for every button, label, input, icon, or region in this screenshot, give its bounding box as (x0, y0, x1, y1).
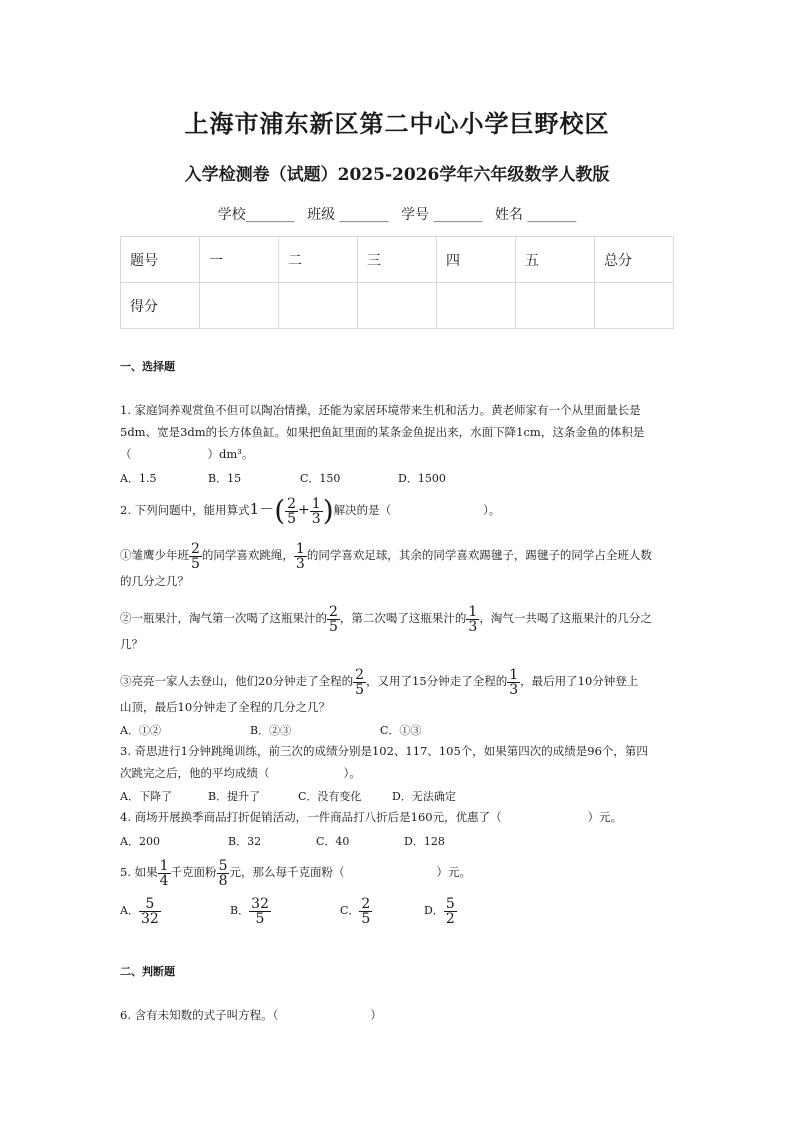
student-number-field[interactable]: 学号 _______ (401, 207, 483, 223)
q2-plus: + (298, 502, 310, 518)
fraction: $\frac{2}{5}$ (355, 666, 365, 698)
q4-option-b[interactable]: B．32 (228, 835, 262, 848)
q3-line: 3. 奇思进行1分钟跳绳训练，前三次的成绩分别是102、117、105个，如果第四次的成绩是96个，第四 (120, 744, 648, 758)
class-field[interactable]: 班级 _______ (307, 207, 389, 223)
fraction: $\frac{5}{2}$ (445, 895, 455, 927)
score-input-cell[interactable] (358, 283, 437, 329)
q2-prefix: 2. 下列问题中，能用算式 (120, 503, 250, 517)
fraction: $\frac{1}{3}$ (295, 540, 305, 572)
score-table-score-row (121, 283, 674, 329)
score-cell: 二 (279, 237, 358, 283)
fraction: $\frac{1}{3}$ (468, 603, 478, 635)
q1-option-b[interactable]: B．15 (208, 472, 242, 485)
q4-line: 4. 商场开展换季商品打折促销活动，一件商品打八折后是160元，优惠了（ ）元。 (120, 810, 623, 824)
q2-option-a[interactable]: A．①② (120, 724, 161, 737)
score-cell: 五 (516, 237, 595, 283)
q3-line: 次跳完之后，他的平均成绩（ ）。 (120, 766, 361, 780)
q2-item-3: ③亮亮一家人去登山，他们20分钟走了全程的 $\frac{2}{5}$ ，又用了15分钟走了全程的 $\frac{1}{3}$ ，最后用了10分钟登上 (120, 666, 639, 698)
q2-item-3-cont: 山顶，最后10分钟走了全程的几分之几？ (120, 700, 331, 714)
score-cell: 题号 (121, 237, 200, 283)
q1-paren-close: ）dm³。 (207, 447, 254, 461)
fraction: $\frac{2}{5}$ (361, 895, 371, 927)
q2-suffix: 解决的是（ (333, 503, 392, 517)
q4-option-c[interactable]: C．40 (316, 835, 350, 848)
section-heading-judgement: 二、判断题 (120, 965, 175, 978)
q1-option-d[interactable]: D．1500 (398, 472, 446, 485)
school-field[interactable]: 学校_______ (217, 207, 295, 223)
fraction: $\frac{1}{4}$ (159, 857, 169, 889)
score-input-cell[interactable] (437, 283, 516, 329)
q1-paren-open: （ (120, 447, 132, 461)
score-input-cell[interactable] (200, 283, 279, 329)
score-cell: 三 (358, 237, 437, 283)
fraction: $\frac{1}{3}$ (509, 666, 519, 698)
q1-option-c[interactable]: C．150 (300, 472, 341, 485)
exam-title: 上海市浦东新区第二中心小学巨野校区 (184, 109, 610, 138)
score-input-cell[interactable] (595, 283, 674, 329)
q2-item-2: ②一瓶果汁，淘气第一次喝了这瓶果汁的 $\frac{2}{5}$ ，第二次喝了这瓶果汁的 $\frac{1}{3}$ ，淘气一共喝了这瓶果汁的几分之 (120, 603, 652, 635)
q3-option-a[interactable]: A．下降了 (120, 790, 172, 803)
q1-line: 5dm、宽是3dm的长方体鱼缸。如果把鱼缸里面的某条金鱼捉出来，水面下降1cm，这条金鱼的体积是 (120, 425, 645, 439)
fraction: $\frac{5}{32}$ (140, 895, 159, 927)
q5-option-d[interactable]: D． $\frac{5}{2}$ (424, 895, 455, 927)
q2-expr-lead: 1－ (249, 500, 275, 518)
q5-stem: 5. 如果 $\frac{1}{4}$ 千克面粉 $\frac{5}{8}$ 元，那么每千克面粉（ ）元。 (120, 857, 471, 889)
q5-option-c[interactable]: C． $\frac{2}{5}$ (340, 895, 371, 927)
q4-option-d[interactable]: D．128 (404, 835, 445, 848)
fraction: $\frac{1}{3}$ (311, 495, 321, 527)
q3-option-c[interactable]: C．没有变化 (298, 790, 362, 803)
q2-paren-right: ) (322, 494, 334, 527)
score-table-header-row (121, 237, 674, 283)
q2-option-b[interactable]: B．②③ (250, 724, 292, 737)
score-input-cell[interactable] (516, 283, 595, 329)
q2-suffix-end: ）。 (483, 503, 501, 517)
q2-item-1: ①雏鹰少年班 $\frac{2}{5}$ 的同学喜欢跳绳， $\frac{1}{3}$ 的同学喜欢足球，其余的同学喜欢踢毽子，踢毽子的同学占全班人数 (120, 540, 652, 572)
q3-option-d[interactable]: D．无法确定 (392, 790, 456, 803)
exam-subtitle: 入学检测卷（试题）2025-2026学年六年级数学人教版 (184, 165, 610, 185)
q5-option-b[interactable]: B． $\frac{32}{5}$ (230, 895, 269, 927)
q2-paren-left: ( (274, 494, 286, 527)
q1-option-a[interactable]: A．1.5 (120, 472, 157, 485)
q1-line (120, 443, 253, 465)
name-field[interactable]: 姓名 _______ (494, 207, 577, 223)
q5-option-a[interactable]: A． $\frac{5}{32}$ (120, 895, 159, 927)
score-cell: 一 (200, 237, 279, 283)
fraction: $\frac{5}{8}$ (218, 857, 228, 889)
fraction: $\frac{2}{5}$ (191, 540, 200, 572)
fraction: $\frac{2}{5}$ (329, 603, 338, 635)
fraction: $\frac{2}{5}$ (287, 495, 297, 527)
score-input-cell[interactable] (279, 283, 358, 329)
q4-option-a[interactable]: A．200 (120, 835, 160, 848)
score-cell: 总分 (595, 237, 674, 283)
q2-item-2-cont: 几？ (120, 637, 143, 651)
q6-line: 6. 含有未知数的式子叫方程。（ ） (120, 1008, 382, 1022)
q3-option-b[interactable]: B．提升了 (208, 790, 261, 803)
score-cell: 得分 (121, 283, 200, 329)
fraction: $\frac{32}{5}$ (251, 895, 269, 927)
q2-stem (120, 492, 500, 528)
student-info-line (0, 204, 794, 224)
score-table (120, 236, 674, 329)
score-cell: 四 (437, 237, 516, 283)
q2-item-1-cont: 的几分之几？ (120, 574, 189, 588)
q2-option-c[interactable]: C．①③ (380, 724, 422, 737)
section-heading-choice: 一、选择题 (120, 360, 175, 373)
q1-line: 1. 家庭饲养观赏鱼不但可以陶冶情操，还能为家居环境带来生机和活力。黄老师家有一个从里面量长是 (120, 403, 641, 417)
